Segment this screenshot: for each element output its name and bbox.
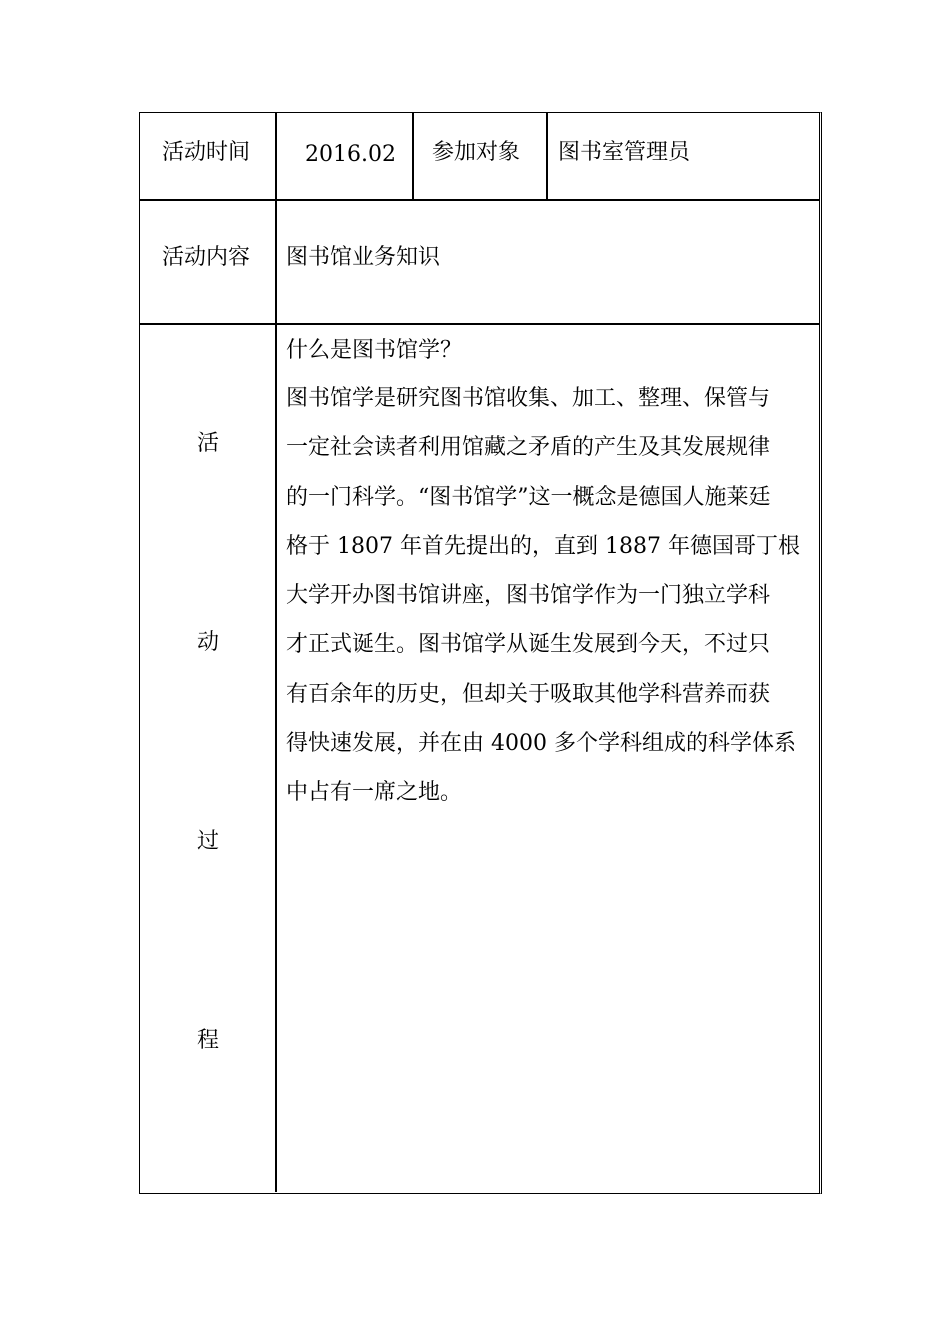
process-body [286, 331, 816, 818]
process-line-5: 大学开办图书馆讲座，图书馆学作为一门独立学科 [286, 583, 771, 609]
activity-record-table [139, 112, 822, 1194]
process-label-char-4: 程 [196, 1028, 219, 1053]
process-line-1: 图书馆学是研究图书馆收集、加工、整理、保管与 [286, 386, 771, 411]
time-value: 2016.02 [305, 142, 396, 167]
process-line-2: 一定社会读者利用馆藏之矛盾的产生及其发展规律 [286, 435, 771, 461]
row-divider-2 [140, 323, 820, 325]
process-label-char-3: 过 [196, 829, 219, 854]
process-question: 什么是图书馆学？ [286, 338, 463, 363]
process-line-3: 的一门科学。“图书馆学”这一概念是德国人施莱廷 [286, 484, 771, 510]
header-divider-a [412, 113, 414, 199]
participants-value: 图书室管理员 [558, 140, 691, 165]
process-line-8: 得快速发展，并在由 4000 多个学科组成的科学体系 [286, 731, 796, 757]
label-column-divider [275, 113, 277, 1192]
row-divider-1 [140, 199, 820, 201]
process-line-9: 中占有一席之地。 [286, 780, 463, 806]
participants-label: 参加对象 [432, 140, 521, 165]
process-line-7: 有百余年的历史，但却关于吸取其他学科营养而获 [286, 681, 771, 707]
header-divider-b [546, 113, 548, 199]
process-line-6: 才正式诞生。图书馆学从诞生发展到今天，不过只 [286, 632, 771, 658]
process-line-4: 格于 1807 年首先提出的，直到 1887 年德国哥丁根 [286, 533, 800, 559]
content-value: 图书馆业务知识 [286, 245, 441, 270]
process-label-char-2: 动 [196, 630, 219, 655]
process-label-char-1: 活 [196, 431, 219, 456]
content-label: 活动内容 [162, 245, 251, 270]
time-label: 活动时间 [162, 140, 251, 165]
